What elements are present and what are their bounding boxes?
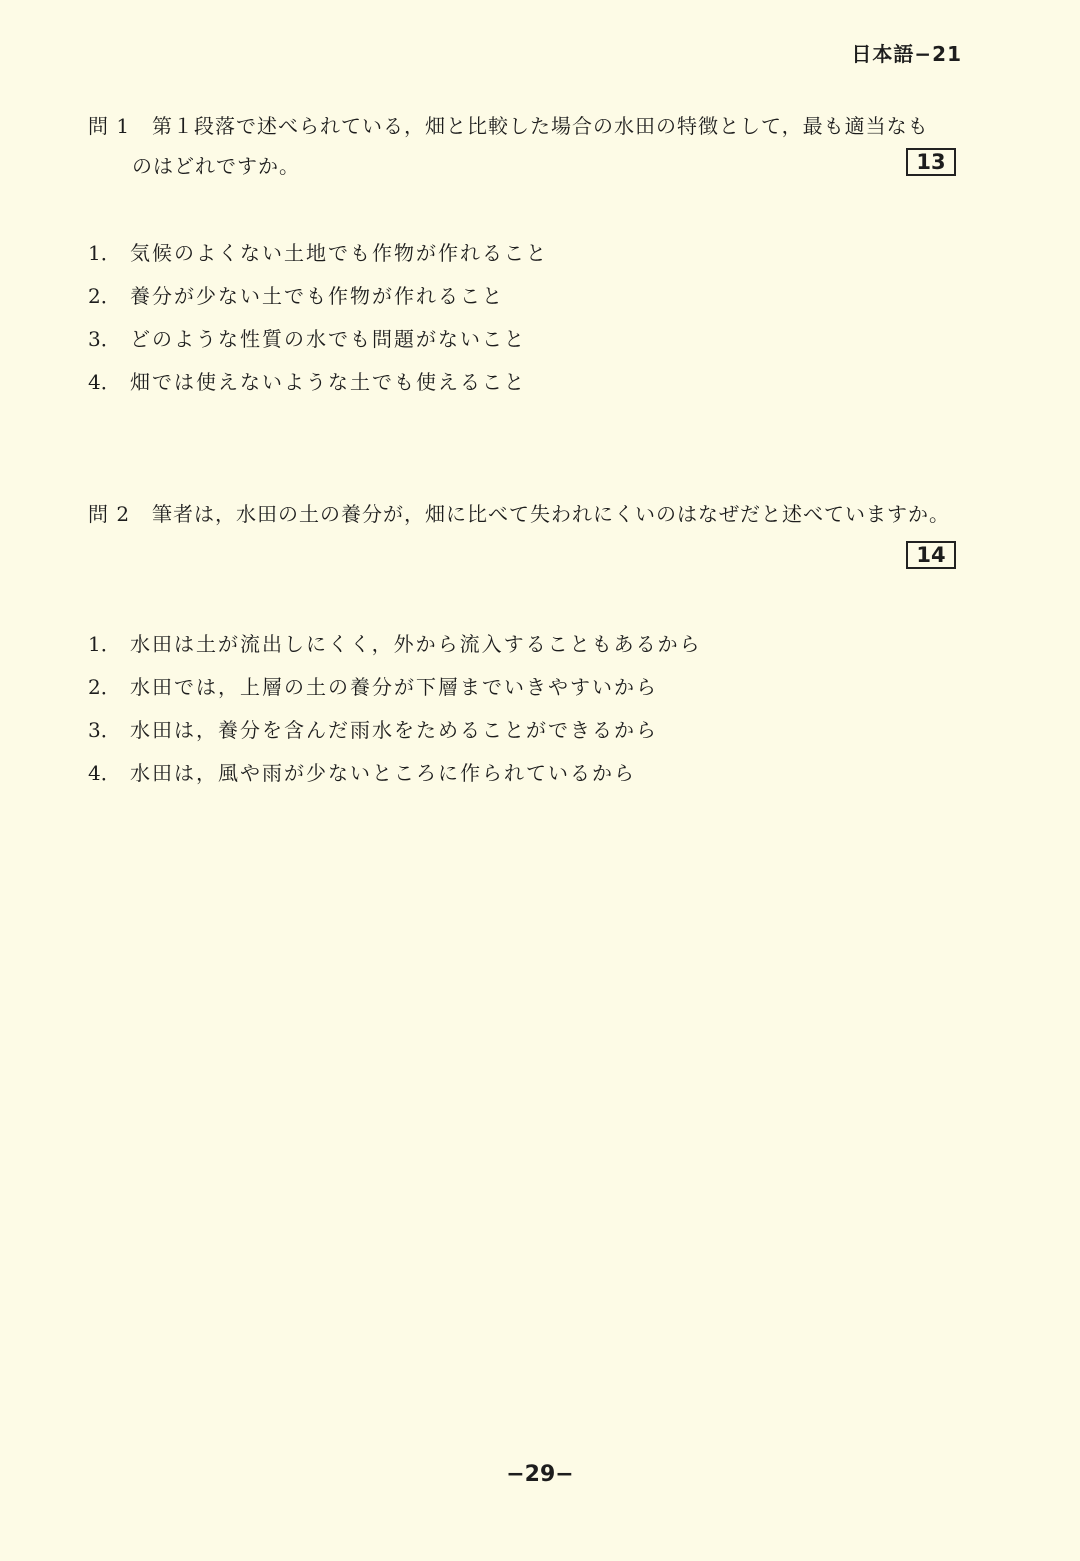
question-1-text: 第１段落で述べられている，畑と比較した場合の水田の特徴として，最も適当なも xyxy=(152,114,929,138)
choice-text: どのような性質の水でも問題がないこと xyxy=(130,327,526,351)
question-2-choice-2 xyxy=(88,671,658,700)
choice-number: 3． xyxy=(88,327,121,351)
question-1-text-line2: のはどれですか。 xyxy=(132,154,300,178)
choice-text: 水田は，養分を含んだ雨水をためることができるから xyxy=(130,718,658,742)
answer-box-13: 13 xyxy=(906,148,956,176)
choice-text: 気候のよくない土地でも作物が作れること xyxy=(130,241,548,265)
choice-number: 1． xyxy=(88,241,121,265)
question-2-line1 xyxy=(88,498,950,527)
question-1-choice-4 xyxy=(88,366,526,395)
question-2-choice-3 xyxy=(88,714,658,743)
choice-number: 4． xyxy=(88,370,121,394)
question-2-number: 問 2 xyxy=(88,502,131,526)
choice-number: 1． xyxy=(88,632,121,656)
question-2-choice-1 xyxy=(88,628,702,657)
page-number: −29− xyxy=(506,1462,574,1487)
choice-text: 養分が少ない土でも作物が作れること xyxy=(130,284,504,308)
answer-box-14: 14 xyxy=(906,541,956,569)
question-2-choice-4 xyxy=(88,757,636,786)
question-2-text: 筆者は，水田の土の養分が，畑に比べて失われにくいのはなぜだと述べていますか。 xyxy=(152,502,950,526)
choice-text: 水田は土が流出しにくく，外から流入することもあるから xyxy=(130,632,702,656)
choice-number: 2． xyxy=(88,284,121,308)
choice-text: 畑では使えないような土でも使えること xyxy=(130,370,526,394)
question-1-number: 問 1 xyxy=(88,114,131,138)
choice-text: 水田では，上層の土の養分が下層までいきやすいから xyxy=(130,675,658,699)
choice-number: 2． xyxy=(88,675,121,699)
choice-number: 3． xyxy=(88,718,121,742)
choice-text: 水田は，風や雨が少ないところに作られているから xyxy=(130,761,636,785)
question-1-line1 xyxy=(88,110,929,139)
question-1-choice-3 xyxy=(88,323,526,352)
question-1-choice-1 xyxy=(88,237,548,266)
choice-number: 4． xyxy=(88,761,121,785)
page-code: 日本語−21 xyxy=(851,42,962,66)
question-1-choice-2 xyxy=(88,280,504,309)
